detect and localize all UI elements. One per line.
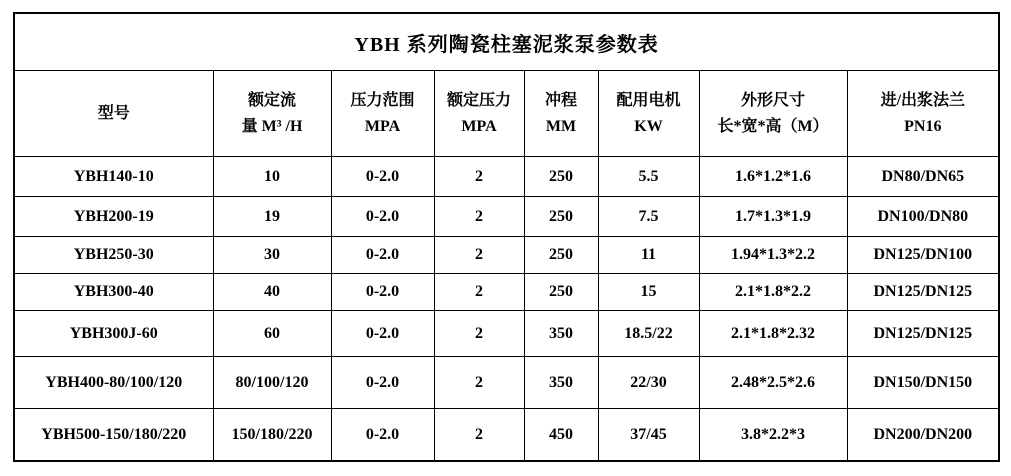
cell-pressure-range: 0-2.0 (331, 197, 434, 237)
table-row (14, 157, 999, 197)
cell-rated-pressure: 2 (434, 357, 524, 409)
header-unit: MM (545, 117, 577, 135)
table-row (14, 237, 999, 274)
cell-rated-flow: 10 (213, 157, 331, 197)
cell-stroke: 250 (524, 157, 598, 197)
cell-pressure-range: 0-2.0 (331, 409, 434, 462)
cell-model: YBH140-10 (14, 157, 213, 197)
header-label: 进/出浆法兰 (880, 91, 966, 109)
cell-pressure-range: 0-2.0 (331, 311, 434, 357)
cell-flange: DN200/DN200 (847, 409, 999, 462)
page-title: YBH 系列陶瓷柱塞泥浆泵参数表 (14, 13, 999, 71)
cell-stroke: 450 (524, 409, 598, 462)
cell-rated-flow: 150/180/220 (213, 409, 331, 462)
cell-pressure-range: 0-2.0 (331, 157, 434, 197)
cell-model: YBH400-80/100/120 (14, 357, 213, 409)
header-label: 配用电机 (616, 91, 681, 109)
header-label: 额定压力 (446, 91, 511, 109)
header-cell-flange (847, 71, 999, 157)
cell-pressure-range: 0-2.0 (331, 237, 434, 274)
table-row (14, 409, 999, 462)
cell-motor-power: 18.5/22 (598, 311, 699, 357)
cell-rated-pressure: 2 (434, 237, 524, 274)
cell-model: YBH300-40 (14, 274, 213, 311)
cell-motor-power: 11 (598, 237, 699, 274)
cell-dimensions: 1.6*1.2*1.6 (699, 157, 847, 197)
cell-dimensions: 2.1*1.8*2.32 (699, 311, 847, 357)
header-unit: MPA (461, 117, 497, 135)
table-row (14, 311, 999, 357)
title-row (14, 13, 999, 71)
cell-motor-power: 15 (598, 274, 699, 311)
header-cell-pressure-range (331, 71, 434, 157)
cell-model: YBH250-30 (14, 237, 213, 274)
cell-flange: DN100/DN80 (847, 197, 999, 237)
cell-model: YBH500-150/180/220 (14, 409, 213, 462)
header-label: 外形尺寸 (740, 91, 805, 109)
header-cell-rated-pressure (434, 71, 524, 157)
header-unit: 长*宽*高（M） (717, 117, 829, 135)
header-cell-model (14, 71, 213, 157)
cell-dimensions: 1.7*1.3*1.9 (699, 197, 847, 237)
header-cell-motor-power (598, 71, 699, 157)
cell-flange: DN125/DN125 (847, 311, 999, 357)
cell-motor-power: 22/30 (598, 357, 699, 409)
cell-rated-pressure: 2 (434, 311, 524, 357)
header-unit: 量 M³ /H (241, 117, 303, 135)
cell-rated-flow: 40 (213, 274, 331, 311)
cell-flange: DN125/DN125 (847, 274, 999, 311)
cell-rated-pressure: 2 (434, 274, 524, 311)
header-label: 额定流 (247, 91, 296, 109)
cell-rated-flow: 60 (213, 311, 331, 357)
cell-stroke: 250 (524, 237, 598, 274)
header-unit: PN16 (904, 117, 942, 135)
header-row (14, 71, 999, 157)
table-row (14, 274, 999, 311)
cell-flange: DN150/DN150 (847, 357, 999, 409)
cell-stroke: 250 (524, 274, 598, 311)
cell-pressure-range: 0-2.0 (331, 357, 434, 409)
cell-rated-flow: 80/100/120 (213, 357, 331, 409)
cell-model: YBH200-19 (14, 197, 213, 237)
header-label: 型号 (97, 104, 130, 122)
cell-motor-power: 7.5 (598, 197, 699, 237)
table-row (14, 197, 999, 237)
cell-stroke: 350 (524, 311, 598, 357)
cell-flange: DN80/DN65 (847, 157, 999, 197)
header-unit: KW (634, 117, 663, 135)
pump-spec-table (13, 12, 1000, 462)
cell-dimensions: 3.8*2.2*3 (699, 409, 847, 462)
cell-dimensions: 2.1*1.8*2.2 (699, 274, 847, 311)
cell-rated-flow: 19 (213, 197, 331, 237)
cell-model: YBH300J-60 (14, 311, 213, 357)
cell-stroke: 250 (524, 197, 598, 237)
cell-dimensions: 2.48*2.5*2.6 (699, 357, 847, 409)
cell-motor-power: 37/45 (598, 409, 699, 462)
cell-motor-power: 5.5 (598, 157, 699, 197)
header-label: 压力范围 (350, 91, 415, 109)
cell-flange: DN125/DN100 (847, 237, 999, 274)
cell-pressure-range: 0-2.0 (331, 274, 434, 311)
cell-rated-pressure: 2 (434, 409, 524, 462)
cell-rated-flow: 30 (213, 237, 331, 274)
cell-stroke: 350 (524, 357, 598, 409)
cell-rated-pressure: 2 (434, 197, 524, 237)
header-label: 冲程 (544, 91, 577, 109)
header-unit: MPA (364, 117, 401, 135)
cell-rated-pressure: 2 (434, 157, 524, 197)
cell-dimensions: 1.94*1.3*2.2 (699, 237, 847, 274)
header-cell-stroke (524, 71, 598, 157)
table-row (14, 357, 999, 409)
header-cell-rated-flow (213, 71, 331, 157)
header-cell-dimensions (699, 71, 847, 157)
